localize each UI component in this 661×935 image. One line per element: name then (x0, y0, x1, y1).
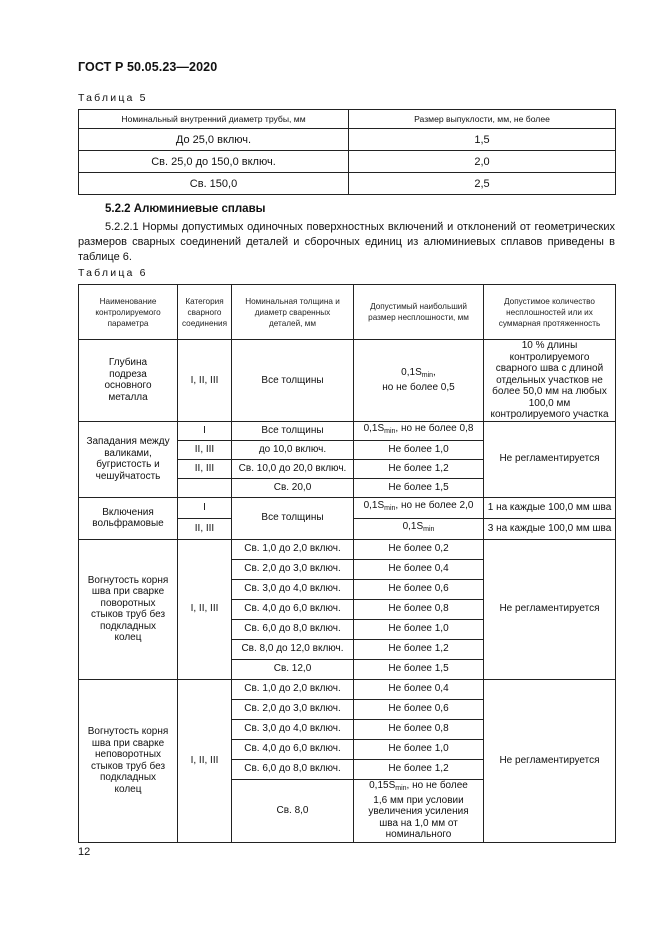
count-cell: 3 на каждые 100,0 мм шва (484, 518, 616, 539)
category-cell: I (178, 497, 232, 518)
thickness-cell: Все толщины (232, 421, 354, 440)
table-cell: 2,5 (349, 173, 616, 195)
count-cell: Не регламентируется (484, 421, 616, 497)
table-cell: До 25,0 включ. (79, 129, 349, 151)
table-row (79, 421, 616, 440)
table6-col-header: Категория сварного соединения (178, 285, 232, 340)
paragraph-line: размеров сварных соединений деталей и сборочных единиц из алюминиевых сплавов приведены в (78, 236, 615, 248)
category-cell: I, II, III (178, 679, 232, 842)
param-cell: Вогнутость корня шва при сварке поворотных стыков труб без подкладных колец (79, 539, 178, 679)
thickness-cell: Св. 1,0 до 2,0 включ. (232, 679, 354, 699)
thickness-cell: Св. 4,0 до 6,0 включ. (232, 599, 354, 619)
thickness-cell: Св. 6,0 до 8,0 включ. (232, 619, 354, 639)
size-cell: Не более 0,6 (354, 579, 484, 599)
table6-caption: Таблица 6 (78, 267, 148, 279)
document-header: ГОСТ Р 50.05.23—2020 (78, 60, 218, 74)
thickness-cell: Все толщины (232, 340, 354, 422)
thickness-cell: Св. 12,0 (232, 659, 354, 679)
table6-header-row (79, 285, 616, 340)
size-cell: $0,1S_{min}$, но не более 0,5 (354, 340, 484, 422)
size-cell: Не более 1,2 (354, 759, 484, 779)
thickness-cell: Св. 3,0 до 4,0 включ. (232, 719, 354, 739)
size-cell: Не более 1,5 (354, 659, 484, 679)
size-cell: $0,1S_{min}$, но не более 2,0 (354, 497, 484, 518)
table-cell: 2,0 (349, 151, 616, 173)
table-row (79, 340, 616, 422)
param-cell: Вогнутость корня шва при сварке неповоротных стыков труб без подкладных колец (79, 679, 178, 842)
table-row (79, 497, 616, 518)
paragraph-line: таблице 6. (78, 251, 132, 263)
size-cell: Не более 0,4 (354, 559, 484, 579)
size-cell: Не более 0,4 (354, 679, 484, 699)
table5-caption: Таблица 5 (78, 92, 148, 104)
size-cell: $0,1S_{min}$, но не более 0,8 (354, 421, 484, 440)
table-cell: Св. 150,0 (79, 173, 349, 195)
size-cell: $0,15S_{min}$, но не более 1,6 мм при условии увеличения усиления шва на 1,0 мм от номинального (354, 779, 484, 842)
size-cell: Не более 0,2 (354, 539, 484, 559)
table6-col-header: Номинальная толщина и диаметр сваренных деталей, мм (232, 285, 354, 340)
thickness-cell: Св. 10,0 до 20,0 включ. (232, 459, 354, 478)
size-cell: $0,1S_{min}$ (354, 518, 484, 539)
table6-col-header: Допустимый наибольший размер несплошности, мм (354, 285, 484, 340)
size-cell: Не более 0,8 (354, 599, 484, 619)
category-cell: II, III (178, 440, 232, 459)
table-cell: Св. 25,0 до 150,0 включ. (79, 151, 349, 173)
thickness-cell: Св. 3,0 до 4,0 включ. (232, 579, 354, 599)
category-cell (178, 478, 232, 497)
table6-col-header: Наименование контролируемого параметра (79, 285, 178, 340)
size-cell: Не более 1,2 (354, 639, 484, 659)
thickness-cell: Св. 4,0 до 6,0 включ. (232, 739, 354, 759)
table-row (79, 151, 616, 173)
table6 (78, 284, 616, 843)
thickness-cell: Св. 2,0 до 3,0 включ. (232, 699, 354, 719)
thickness-cell: Все толщины (232, 497, 354, 539)
size-cell: Не более 1,0 (354, 619, 484, 639)
category-cell: I (178, 421, 232, 440)
category-cell: I, II, III (178, 340, 232, 422)
thickness-cell: Св. 8,0 (232, 779, 354, 842)
table6-col-header: Допустимое количество несплошностей или их суммарная протяженность (484, 285, 616, 340)
category-cell: II, III (178, 459, 232, 478)
count-cell: 1 на каждые 100,0 мм шва (484, 497, 616, 518)
param-cell: Включения вольфрамовые (79, 497, 178, 539)
thickness-cell: Св. 2,0 до 3,0 включ. (232, 559, 354, 579)
table5-col-header: Размер выпуклости, мм, не более (349, 110, 616, 129)
thickness-cell: Св. 6,0 до 8,0 включ. (232, 759, 354, 779)
table-row (79, 129, 616, 151)
thickness-cell: до 10,0 включ. (232, 440, 354, 459)
table5-col-header: Номинальный внутренний диаметр трубы, мм (79, 110, 349, 129)
page-number: 12 (78, 846, 91, 858)
section-heading: 5.2.2 Алюминиевые сплавы (105, 203, 266, 215)
size-cell: Не более 0,8 (354, 719, 484, 739)
category-cell: I, II, III (178, 539, 232, 679)
thickness-cell: Св. 20,0 (232, 478, 354, 497)
table-row (79, 539, 616, 559)
size-cell: Не более 1,0 (354, 739, 484, 759)
size-cell: Не более 1,0 (354, 440, 484, 459)
thickness-cell: Св. 8,0 до 12,0 включ. (232, 639, 354, 659)
param-cell: Западания между валиками, бугристость и чешуйчатость (79, 421, 178, 497)
table-row (79, 679, 616, 699)
thickness-cell: Св. 1,0 до 2,0 включ. (232, 539, 354, 559)
count-cell: Не регламентируется (484, 679, 616, 842)
category-cell: II, III (178, 518, 232, 539)
count-cell: Не регламентируется (484, 539, 616, 679)
count-cell: 10 % длины контролируемого сварного шва с длиной отдельных участков не более 50,0 мм на любых 100,0 мм контролируемого участка (484, 340, 616, 422)
size-cell: Не более 1,5 (354, 478, 484, 497)
size-cell: Не более 0,6 (354, 699, 484, 719)
section-paragraph (78, 220, 615, 265)
table5-header-row (79, 110, 616, 129)
paragraph-line: 5.2.2.1 Нормы допустимых одиночных поверхностных включений и отклонений от геометрических (105, 221, 615, 233)
table-cell: 1,5 (349, 129, 616, 151)
table-row (79, 173, 616, 195)
param-cell: Глубина подреза основного металла (79, 340, 178, 422)
size-cell: Не более 1,2 (354, 459, 484, 478)
table5 (78, 109, 616, 195)
